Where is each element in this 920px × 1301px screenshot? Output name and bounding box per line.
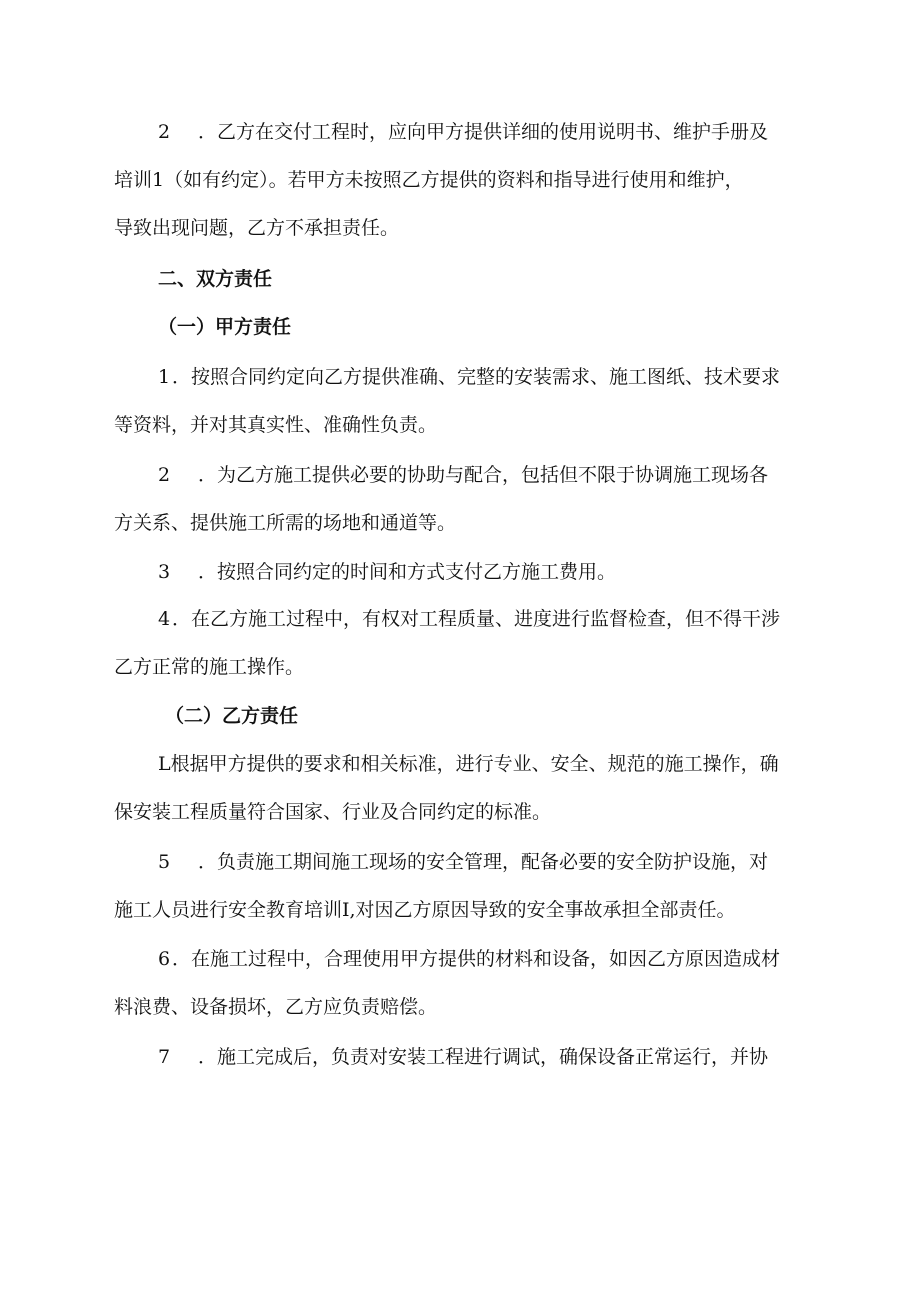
item-number: 4 — [158, 608, 171, 630]
party-a-item-2-line-1 — [158, 463, 768, 487]
item-number: L — [158, 753, 171, 775]
item-text: ．为乙方施工提供必要的协助与配合，包括但不限于协调施工现场各 — [198, 464, 769, 486]
party-a-item-2-line-2: 方关系、提供施工所需的场地和通道等。 — [114, 512, 457, 534]
item-text: ．施工完成后，负责对安装工程进行调试，确保设备正常运行，并协 — [198, 1046, 769, 1068]
subsection-heading-party-a: （一）甲方责任 — [158, 316, 292, 338]
item-text: ．在施工过程中，合理使用甲方提供的材料和设备，如因乙方原因造成材 — [172, 948, 781, 970]
party-b-item-6-line-2: 料浪费、设备损坏，乙方应负责赔偿。 — [114, 996, 438, 1018]
item-number: 3 — [158, 561, 171, 583]
party-a-item-1-line-1 — [158, 365, 780, 389]
party-b-item-5-line-2: 施工人员进行安全教育培训I,对因乙方原因导致的安全事故承担全部责任。 — [114, 899, 736, 921]
section-heading-mutual-responsibilities: 二、双方责任 — [158, 268, 273, 290]
party-b-item-5-line-1 — [158, 850, 768, 874]
party-b-item-1-line-2: 保安装工程质量符合国家、行业及合同约定的标准。 — [114, 801, 552, 823]
paragraph-2-line-3: 导致出现问题，乙方不承担责任。 — [114, 217, 400, 239]
item-text: 根据甲方提供的要求和相关标准，进行专业、安全、规范的施工操作，确 — [170, 753, 779, 775]
item-text: ．按照合同约定的时间和方式支付乙方施工费用。 — [198, 561, 617, 583]
item-number: 1 — [158, 366, 171, 388]
item-number: 2 — [158, 464, 171, 486]
item-text: ．在乙方施工过程中，有权对工程质量、进度进行监督检查，但不得干涉 — [172, 608, 781, 630]
item-text: ．乙方在交付工程时，应向甲方提供详细的使用说明书、维护手册及 — [198, 121, 769, 143]
party-b-item-7-line-1 — [158, 1045, 768, 1069]
item-text: ．负责施工期间施工现场的安全管理，配备必要的安全防护设施，对 — [198, 851, 769, 873]
paragraph-2-line-2: 培训1（如有约定）。若甲方未按照乙方提供的资料和指导进行使用和维护， — [114, 169, 744, 191]
item-number: 2 — [158, 121, 171, 143]
party-b-item-1-line-1 — [158, 752, 779, 776]
item-number: 7 — [158, 1046, 171, 1068]
party-b-item-6-line-1 — [158, 947, 780, 971]
item-number: 5 — [158, 851, 171, 873]
subsection-heading-party-b: （二）乙方责任 — [165, 705, 299, 727]
party-a-item-4-line-2: 乙方正常的施工操作。 — [114, 656, 305, 678]
party-a-item-4-line-1 — [158, 607, 780, 631]
item-number: 6 — [158, 948, 171, 970]
party-a-item-3-line-1 — [158, 560, 616, 584]
party-a-item-1-line-2: 等资料，并对其真实性、准确性负责。 — [114, 414, 438, 436]
paragraph-2-line-1 — [158, 120, 768, 144]
item-text: ．按照合同约定向乙方提供准确、完整的安装需求、施工图纸、技术要求 — [172, 366, 781, 388]
